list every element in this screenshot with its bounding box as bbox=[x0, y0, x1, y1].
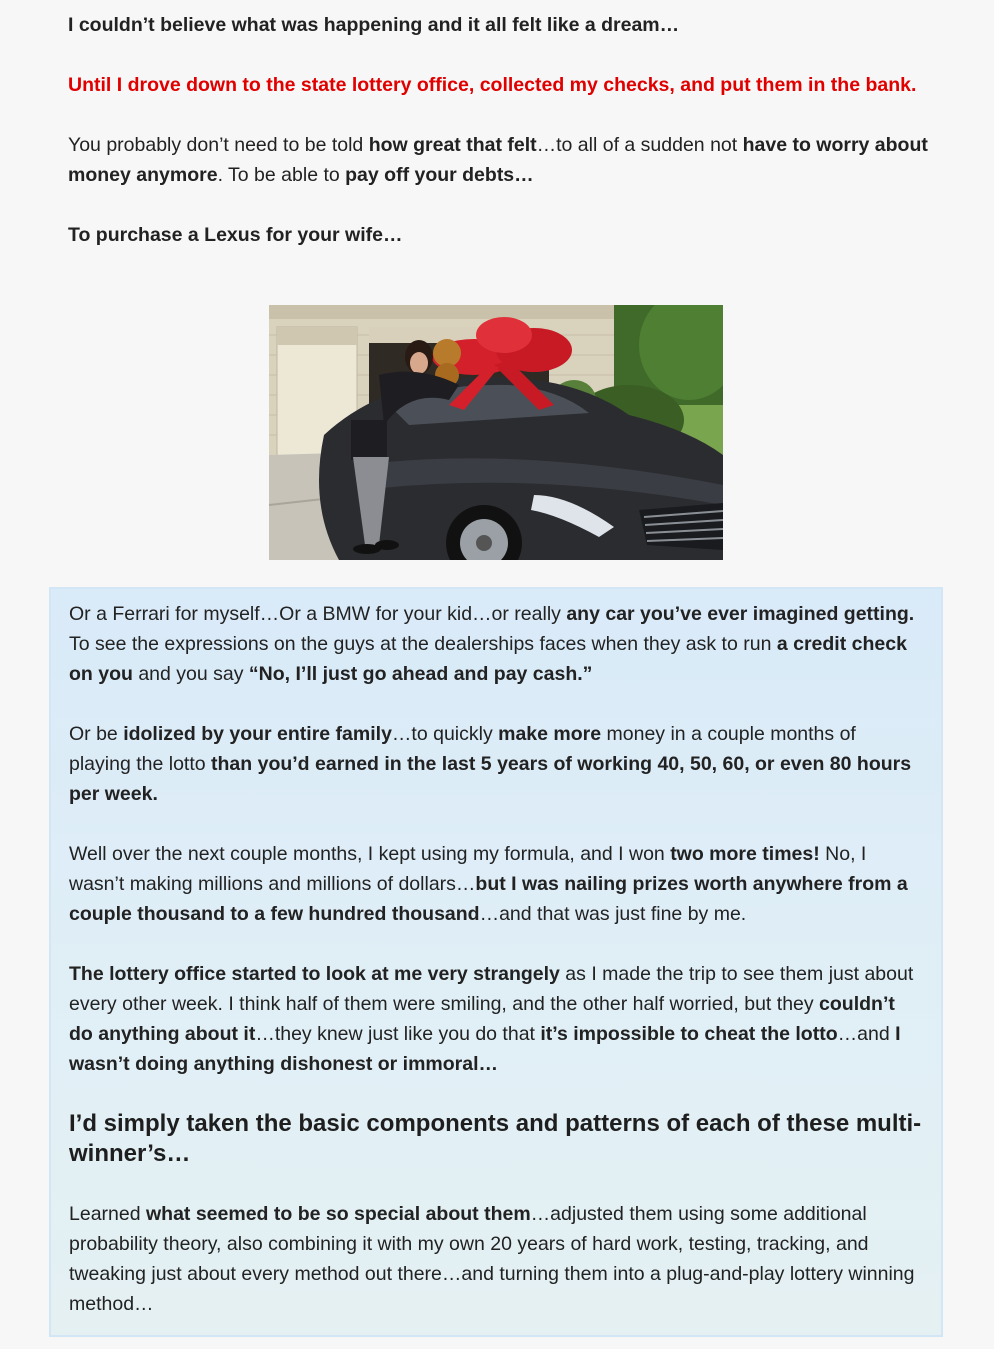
text-run: two more times! bbox=[670, 843, 820, 865]
dream-paragraph bbox=[68, 10, 928, 40]
text-run: …they knew just like you do that bbox=[255, 1023, 541, 1045]
two-more-times-paragraph bbox=[69, 839, 923, 929]
text-run: …and bbox=[837, 1023, 896, 1045]
text-run: any car you’ve ever imagined getting. bbox=[566, 603, 915, 625]
lexus-gift-photo bbox=[269, 305, 723, 560]
text-run: Learned bbox=[69, 1203, 146, 1225]
lottery-office-highlight bbox=[68, 70, 928, 100]
text-run: but I was nailing prizes worth anywhere from a couple thousand to a few hundred thousand bbox=[69, 873, 908, 925]
text-run: how great that felt bbox=[368, 134, 537, 156]
how-great-paragraph bbox=[68, 130, 928, 190]
text-run: and you say bbox=[132, 663, 249, 685]
text-run: than you’d earned in the last 5 years of working 40, 50, 60, or even 80 hours per week. bbox=[69, 753, 912, 805]
highlight-box bbox=[49, 587, 943, 1337]
text-run: pay off your debts… bbox=[345, 164, 534, 186]
ferrari-paragraph bbox=[69, 599, 923, 689]
text-run: …and that was just fine by me. bbox=[479, 903, 747, 925]
text-run: To purchase a Lexus for your wife… bbox=[68, 224, 403, 246]
text-run: what seemed to be so special about them bbox=[145, 1203, 531, 1225]
text-run: The lottery office started to look at me very strangely bbox=[69, 963, 560, 985]
text-run: make more bbox=[498, 723, 602, 745]
text-run: Until I drove down to the state lottery office, collected my checks, and put them in the bank. bbox=[68, 74, 917, 96]
text-run: I couldn’t believe what was happening and it all felt like a dream… bbox=[68, 14, 680, 36]
idolized-paragraph bbox=[69, 719, 923, 809]
intro-section bbox=[68, 10, 928, 280]
text-run: Or a Ferrari for myself…Or a BMW for your kid…or really bbox=[69, 603, 567, 625]
text-run: money in a couple months of playing the lotto bbox=[69, 723, 856, 775]
multi-winner-heading: I’d simply taken the basic components and patterns of each of these multi-winner’s… bbox=[69, 1110, 922, 1167]
text-run: as I made the trip to see them just about every other week. I think half of them were smiling, and the other half worried, but they bbox=[69, 963, 914, 1015]
text-run: it’s impossible to cheat the lotto bbox=[540, 1023, 838, 1045]
text-run: No, I wasn’t making millions and millions of dollars… bbox=[69, 843, 867, 895]
lexus-gift-illustration bbox=[269, 305, 723, 560]
text-run: To see the expressions on the guys at the dealerships faces when they ask to run bbox=[69, 633, 777, 655]
text-run: …to all of a sudden not bbox=[536, 134, 743, 156]
text-run: Or be bbox=[69, 723, 124, 745]
lexus-paragraph bbox=[68, 220, 928, 250]
text-run: You probably don’t need to be told bbox=[68, 134, 369, 156]
text-run: …adjusted them using some additional probability theory, also combining it with my own 20 years of hard work, testing, tracking, and tweaking just about every method out there…and turning them into a plug-and-play lottery winning method… bbox=[69, 1203, 915, 1315]
text-run: . To be able to bbox=[217, 164, 346, 186]
text-run: a credit check on you bbox=[69, 633, 907, 685]
text-run: couldn’t do anything about it bbox=[69, 993, 895, 1045]
text-run: Well over the next couple months, I kept using my formula, and I won bbox=[69, 843, 671, 865]
text-run: …to quickly bbox=[391, 723, 499, 745]
text-run: “No, I’ll just go ahead and pay cash.” bbox=[248, 663, 593, 685]
lottery-office-paragraph bbox=[69, 959, 923, 1079]
text-run: idolized by your entire family bbox=[123, 723, 392, 745]
learned-paragraph bbox=[69, 1199, 923, 1319]
text-run: have to worry about money anymore bbox=[68, 134, 928, 186]
text-run: I wasn’t doing anything dishonest or immoral… bbox=[69, 1023, 901, 1075]
